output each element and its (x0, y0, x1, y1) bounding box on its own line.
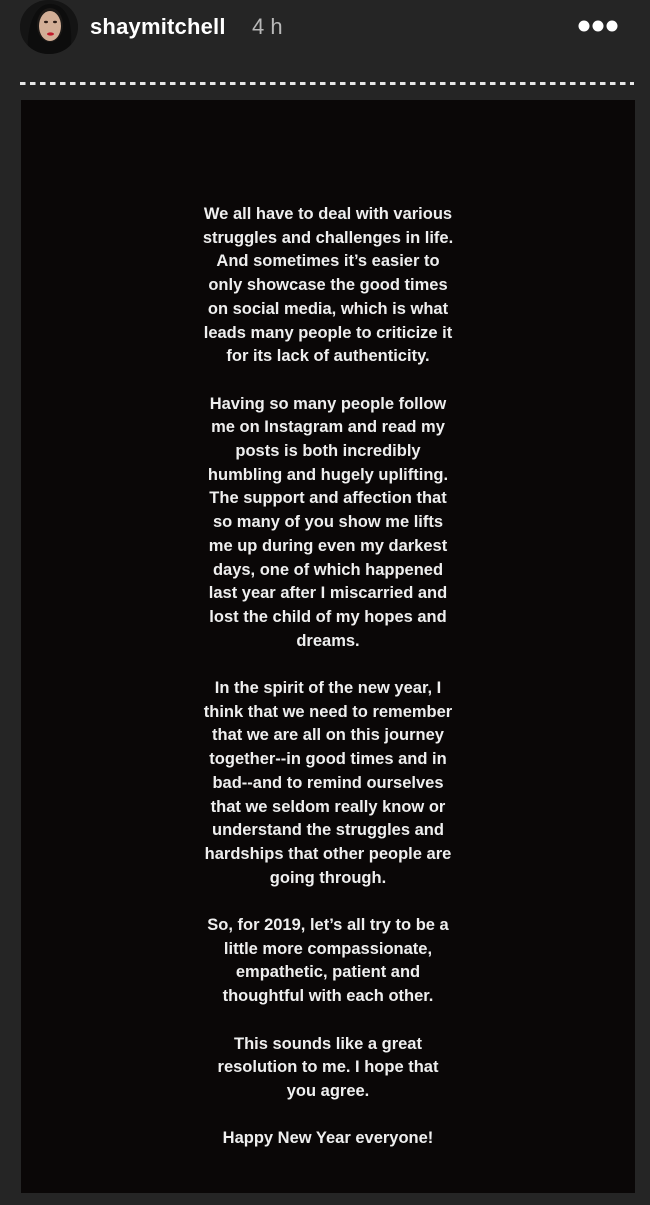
story-line: posts is both incredibly (235, 442, 421, 461)
story-line: dreams. (296, 631, 360, 650)
story-line: bad--and to remind ourselves (212, 773, 444, 792)
story-line: humbling and hugely uplifting. (207, 465, 449, 484)
story-paragraph (21, 1033, 635, 1104)
story-paragraph (21, 677, 635, 890)
story-line: that we seldom really know or (210, 797, 446, 816)
story-line: Having so many people follow (209, 394, 447, 413)
story-line: understand the struggles and (212, 821, 444, 840)
story-line: This sounds like a great (234, 1034, 422, 1053)
story-line: So, for 2019, let’s all try to be a (207, 916, 449, 935)
story-paragraph (21, 1127, 635, 1151)
story-line: so many of you show me lifts (212, 513, 444, 532)
story-line: Happy New Year everyone! (222, 1129, 434, 1148)
story-paragraph (21, 914, 635, 1009)
story-line: struggles and challenges in life. (202, 228, 454, 247)
story-content[interactable] (21, 100, 635, 1193)
story-line: leads many people to criticize it (203, 323, 453, 342)
story-line: lost the child of my hopes and (209, 607, 447, 626)
story-line: last year after I miscarried and (208, 584, 448, 603)
story-paragraph (21, 393, 635, 654)
story-text (21, 203, 635, 1151)
story-line: The support and affection that (209, 489, 447, 508)
story-line: you agree. (286, 1081, 370, 1100)
story-line: thoughtful with each other. (222, 987, 434, 1006)
story-line: In the spirit of the new year, I (214, 679, 442, 698)
story-line: resolution to me. I hope that (217, 1058, 439, 1077)
story-progress-bar (20, 82, 634, 86)
story-line: me on Instagram and read my (211, 418, 445, 437)
story-line: me up during even my darkest (208, 536, 448, 555)
story-line: for its lack of authenticity. (226, 347, 430, 366)
story-line: together--in good times and in (209, 750, 447, 769)
avatar[interactable] (20, 0, 78, 54)
more-horizontal-icon[interactable] (574, 16, 622, 36)
story-paragraph (21, 203, 635, 369)
story-line: And sometimes it’s easier to (216, 252, 440, 271)
story-line: days, one of which happened (212, 560, 444, 579)
story-line: little more compassionate, (223, 939, 433, 958)
story-header (0, 0, 650, 60)
story-line: We all have to deal with various (203, 205, 453, 223)
username[interactable]: shaymitchell (90, 14, 226, 39)
story-line: only showcase the good times (208, 276, 448, 295)
story-line: going through. (269, 868, 387, 887)
profile-photo (20, 0, 78, 54)
story-line: think that we need to remember (203, 702, 453, 721)
story-line: on social media, which is what (207, 299, 449, 318)
story-line: empathetic, patient and (235, 963, 421, 982)
timestamp: 4 h (252, 14, 283, 39)
story-line: that we are all on this journey (212, 726, 444, 745)
story-line: hardships that other people are (204, 844, 452, 863)
